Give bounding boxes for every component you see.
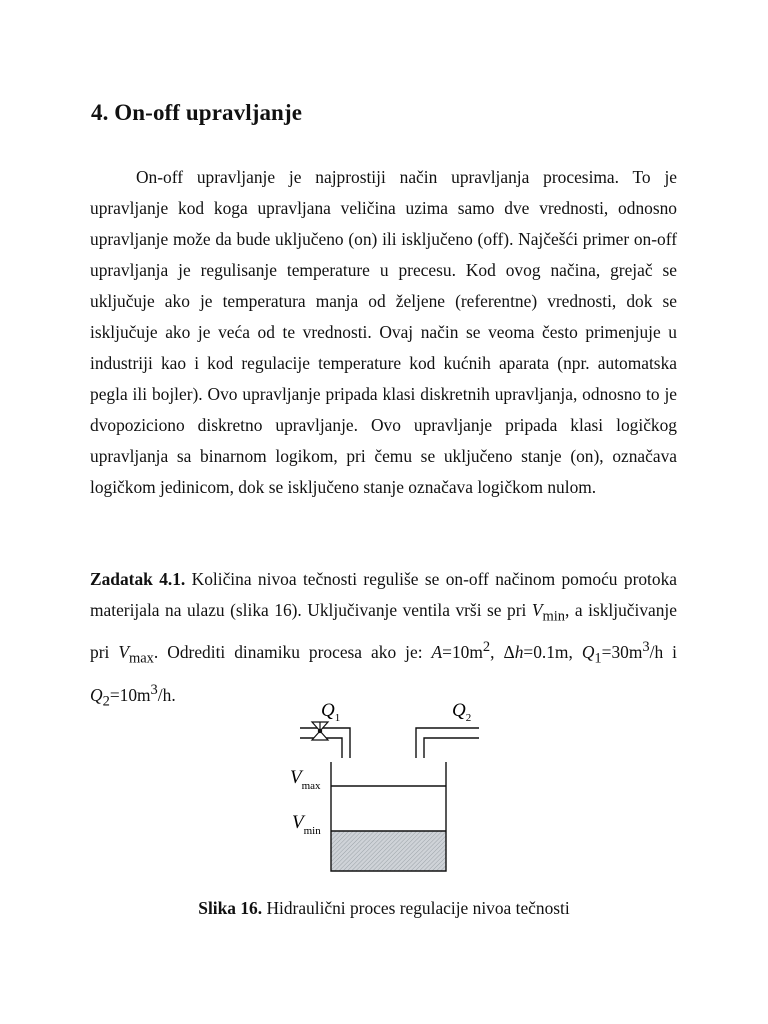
q1-label: $Q_1$	[321, 700, 341, 724]
sub-1: 1	[594, 650, 602, 667]
sub-2: 2	[102, 693, 110, 709]
hydraulic-tank-diagram	[284, 692, 484, 892]
q2-label: $Q_2$	[452, 700, 472, 724]
task-text: /h.	[157, 684, 176, 705]
figure-caption	[0, 898, 768, 919]
task-text: =0.1m,	[523, 642, 582, 663]
task-text: =30m	[601, 642, 643, 663]
caption-label: Slika 16.	[198, 898, 263, 918]
var-q: Q	[581, 642, 595, 663]
task-text: , Δ	[490, 642, 515, 663]
outlet-pipe	[416, 728, 479, 758]
task-text: /h i	[649, 642, 677, 663]
task-text: =10m	[109, 684, 151, 705]
caption-text: Hidraulični proces regulacije nivoa tečnosti	[262, 898, 570, 918]
task-text: . Odrediti dinamiku procesa ako je:	[153, 642, 432, 663]
valve-icon	[312, 722, 328, 740]
section-heading: 4. On-off upravljanje	[91, 100, 303, 125]
var-q: Q	[90, 684, 103, 705]
task-text: , a isključivanje pri	[90, 600, 677, 663]
sup-3: 3	[642, 639, 650, 656]
var-h: h	[514, 642, 524, 663]
var-a: A	[431, 642, 443, 663]
sup-2: 2	[482, 639, 491, 656]
vmin-label: $V_{min}$	[292, 812, 321, 837]
vmax-label: $V_{max}$	[290, 767, 321, 792]
liquid-level	[331, 831, 446, 871]
var-v: V	[118, 642, 129, 663]
sub-max: max	[128, 650, 154, 667]
sup-3: 3	[150, 681, 158, 698]
task-text: =10m	[442, 642, 483, 663]
task-text: Količina nivoa tečnosti reguliše se on-off načinom pomoću protoka materijala na ulazu (slika 16). Uključivanje ventila vrši se pri	[90, 569, 678, 620]
task-label: Zadatak 4.1.	[90, 569, 186, 589]
var-v: V	[531, 600, 543, 620]
intro-paragraph: On-off upravljanje je najprostiji način upravljanja procesima. To je upravljanje kod koga upravljana veličina uzima samo dve vrednosti, odnosno upravljanje može da bude uključeno (on) ili isključeno (off). Najčešći primer on-off upravljanja je regulisanje temperature u precesu. Kod ovog načina, grejač se uključuje ako je temperatura manja od željene (referentne) vrednosti, dok se isključuje ako je veća od te vrednosti. Ovaj način se veoma često primenjuje u industriji kao i kod regulacije temperature kod kućnih aparata (npr. automatska pegla ili bojler). Ovo upravljanje pripada klasi diskretnih upravljanja, odnosno to je dvopoziciono diskretno upravljanje. Ovo upravljanje pripada klasi logičkog upravljanja sa binarnom logikom, pri čemu se uključeno stanje (on), označava logičkom jedinicom, dok se isključeno stanje označava logičkom nulom.	[90, 167, 677, 497]
sub-min: min	[542, 608, 566, 625]
